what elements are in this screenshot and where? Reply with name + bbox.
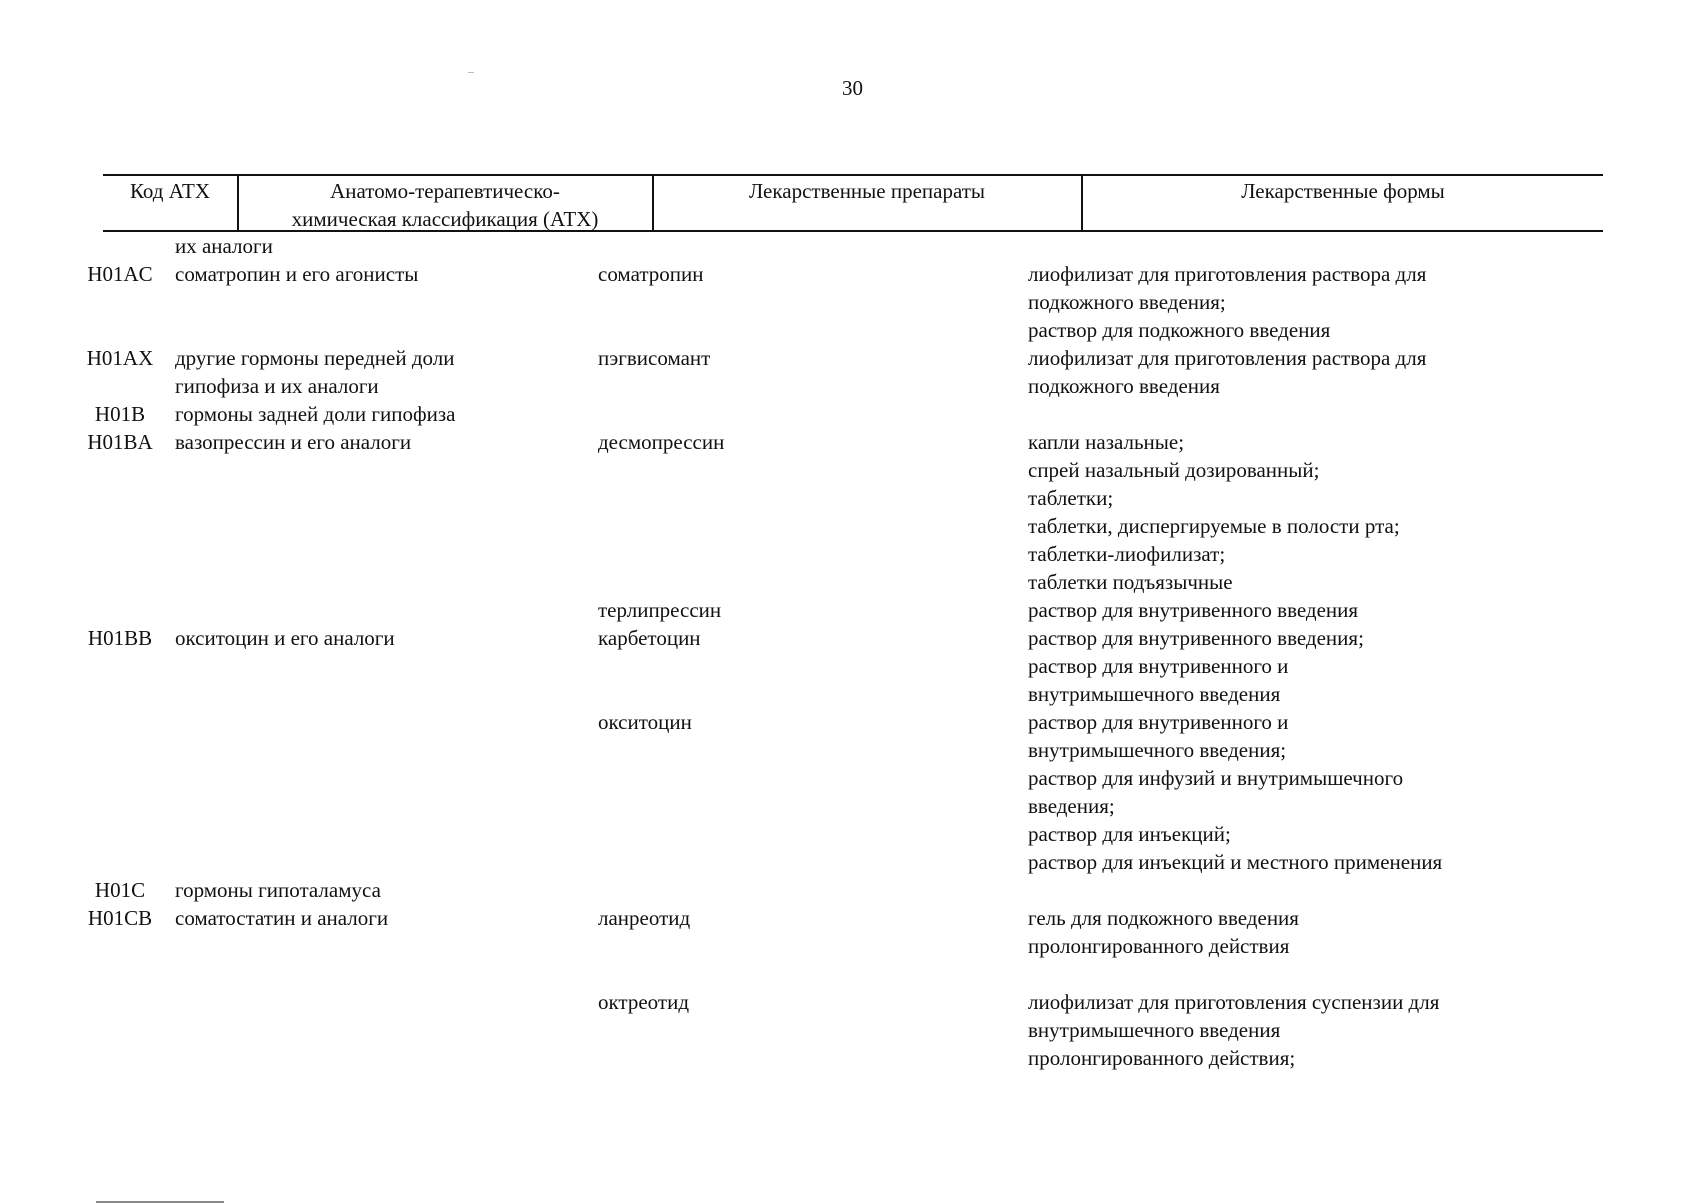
classification-cell-line [175, 680, 587, 708]
classification-cell-line [175, 540, 587, 568]
drug-cell-line [598, 568, 1028, 596]
table-row [0, 232, 1705, 260]
classification-cell-line: гормоны задней доли гипофиза [175, 402, 456, 426]
atc-code: H01CB [87, 906, 153, 930]
classification-cell-line [175, 512, 587, 540]
classification-cell-line [175, 456, 587, 484]
drug-cell [587, 624, 1028, 708]
dosage-form-cell [1028, 708, 1548, 876]
classification-cell-line [175, 568, 587, 596]
table-row [0, 596, 1705, 624]
atc-code-cell [0, 260, 165, 344]
table-top-rule [103, 174, 1603, 176]
atc-code-cell [0, 876, 165, 904]
table-row [0, 876, 1705, 904]
table-row [0, 988, 1705, 1072]
table-row [0, 624, 1705, 708]
dosage-form-cell-line: таблетки-лиофилизат; [1028, 542, 1226, 566]
dosage-form-cell-line: пролонгированного действия; [1028, 1046, 1296, 1070]
dosage-form-cell-line: введения; [1028, 794, 1115, 818]
classification-cell-line [175, 792, 587, 820]
table-body [0, 232, 1705, 1072]
dosage-form-cell-line: внутримышечного введения [1028, 682, 1281, 706]
header-drugs: Лекарственные препараты [748, 179, 986, 203]
classification-cell-line [175, 960, 587, 988]
classification-cell-line: вазопрессин и его аналоги [175, 430, 412, 454]
classification-cell-line [175, 708, 587, 736]
drug-cell-line: окситоцин [598, 710, 692, 734]
atc-code-cell [0, 428, 165, 596]
drug-cell-line [598, 876, 1028, 904]
page-number: 30 [842, 76, 863, 100]
classification-cell [165, 904, 587, 960]
drug-cell [587, 344, 1028, 400]
drug-cell [587, 988, 1028, 1072]
drug-cell-line [598, 960, 1028, 988]
classification-cell [165, 624, 587, 708]
drug-cell [587, 904, 1028, 960]
dosage-form-cell-line: таблетки подъязычные [1028, 570, 1233, 594]
classification-cell-line [175, 1016, 587, 1044]
classification-cell-line [175, 596, 587, 624]
atc-code-cell [0, 344, 165, 400]
drug-cell-line [598, 652, 1028, 680]
atc-code: H01AC [87, 262, 153, 286]
atc-code-cell [0, 988, 165, 1072]
header-code: Код АТХ [129, 179, 211, 203]
classification-cell-line: другие гормоны передней доли [175, 346, 455, 370]
drug-cell-line: карбетоцин [598, 626, 701, 650]
dosage-form-cell-line: раствор для инфузий и внутримышечного [1028, 766, 1404, 790]
drug-cell-line [598, 316, 1028, 344]
drug-cell-line: терлипрессин [598, 598, 722, 622]
dosage-form-cell [1028, 260, 1548, 344]
table-row [0, 344, 1705, 400]
dosage-form-cell-line: внутримышечного введения; [1028, 738, 1287, 762]
dosage-form-cell [1028, 232, 1548, 260]
dosage-form-cell-line: раствор для внутривенного введения [1028, 598, 1359, 622]
dosage-form-cell [1028, 428, 1548, 596]
drug-cell-line [598, 232, 1028, 260]
atc-code-cell [0, 400, 165, 428]
dosage-form-cell-line: капли назальные; [1028, 430, 1185, 454]
drug-cell-line: десмопрессин [598, 430, 725, 454]
classification-cell [165, 344, 587, 400]
classification-cell [165, 428, 587, 596]
classification-cell [165, 232, 587, 260]
classification-cell-line [175, 848, 587, 876]
header-classification-line1: Анатомо-терапевтическо- [330, 179, 560, 203]
classification-cell [165, 400, 587, 428]
drug-cell-line [598, 540, 1028, 568]
classification-cell-line [175, 1044, 587, 1072]
dosage-form-cell-line: спрей назальный дозированный; [1028, 458, 1320, 482]
drug-cell-line [598, 680, 1028, 708]
dosage-form-cell-line [1028, 876, 1548, 904]
classification-cell-line [175, 736, 587, 764]
drug-cell-line [598, 820, 1028, 848]
drug-cell [587, 876, 1028, 904]
classification-cell [165, 708, 587, 876]
classification-cell-line: их аналоги [175, 234, 273, 258]
classification-cell-line [175, 288, 587, 316]
dosage-form-cell-line: раствор для инъекций и местного применения [1028, 850, 1443, 874]
dosage-form-cell [1028, 876, 1548, 904]
classification-cell-line [175, 652, 587, 680]
classification-cell-line: гипофиза и их аналоги [175, 374, 379, 398]
dosage-form-cell-line: лиофилизат для приготовления раствора для [1028, 262, 1427, 286]
classification-cell [165, 876, 587, 904]
drug-cell-line: пэгвисомант [598, 346, 711, 370]
classification-cell [165, 960, 587, 988]
drug-cell-line: соматропин [598, 262, 704, 286]
drug-cell [587, 960, 1028, 988]
table-row [0, 960, 1705, 988]
drug-cell-line [598, 792, 1028, 820]
classification-cell-line [175, 764, 587, 792]
drug-cell-line [598, 1044, 1028, 1072]
scan-speck [468, 72, 474, 73]
dosage-form-cell [1028, 596, 1548, 624]
dosage-form-cell-line [1028, 232, 1548, 260]
dosage-form-cell-line: внутримышечного введения [1028, 1018, 1281, 1042]
atc-code: H01AX [86, 346, 154, 370]
dosage-form-cell [1028, 960, 1548, 988]
drug-cell-line: ланреотид [598, 906, 691, 930]
atc-code: H01BA [87, 430, 153, 454]
dosage-form-cell-line: раствор для подкожного введения [1028, 318, 1331, 342]
drug-cell [587, 708, 1028, 876]
dosage-form-cell [1028, 624, 1548, 708]
drug-cell-line [598, 372, 1028, 400]
classification-cell-line: соматостатин и аналоги [175, 906, 389, 930]
dosage-form-cell-line: таблетки, диспергируемые в полости рта; [1028, 514, 1400, 538]
dosage-form-cell-line [1028, 960, 1548, 988]
atc-code-cell [0, 904, 165, 960]
atc-code-cell [0, 596, 165, 624]
classification-cell-line: соматропин и его агонисты [175, 262, 419, 286]
table-row [0, 400, 1705, 428]
classification-cell [165, 988, 587, 1072]
atc-code: H01BB [87, 626, 153, 650]
header-forms: Лекарственные формы [1241, 179, 1445, 203]
header-divider-1 [237, 174, 239, 232]
classification-cell-line: окситоцин и его аналоги [175, 626, 395, 650]
dosage-form-cell [1028, 988, 1548, 1072]
dosage-form-cell-line: раствор для внутривенного и [1028, 654, 1289, 678]
dosage-form-cell-line: таблетки; [1028, 486, 1114, 510]
drug-cell-line [598, 400, 1028, 428]
dosage-form-cell-line: раствор для внутривенного введения; [1028, 626, 1364, 650]
header-classification-line2: химическая классификация (АТХ) [291, 207, 599, 231]
drug-cell [587, 232, 1028, 260]
atc-code-cell [0, 232, 165, 260]
dosage-form-cell [1028, 344, 1548, 400]
classification-cell-line: гормоны гипоталамуса [175, 878, 381, 902]
dosage-form-cell-line: гель для подкожного введения [1028, 906, 1299, 930]
drug-cell-line [598, 736, 1028, 764]
drug-cell [587, 260, 1028, 344]
drug-cell-line: октреотид [598, 990, 690, 1014]
atc-code-cell [0, 624, 165, 708]
dosage-form-cell-line: подкожного введения; [1028, 290, 1226, 314]
drug-cell-line [598, 288, 1028, 316]
drug-cell-line [598, 848, 1028, 876]
drug-cell [587, 400, 1028, 428]
drug-cell-line [598, 1016, 1028, 1044]
atc-code-cell [0, 708, 165, 876]
classification-cell-line [175, 820, 587, 848]
atc-code-cell [0, 960, 165, 988]
dosage-form-cell [1028, 400, 1548, 428]
classification-cell-line [175, 316, 587, 344]
classification-cell-line [175, 484, 587, 512]
drug-cell-line [598, 484, 1028, 512]
drug-cell-line [598, 456, 1028, 484]
dosage-form-cell-line: подкожного введения [1028, 374, 1220, 398]
dosage-form-cell [1028, 904, 1548, 960]
dosage-form-cell-line: раствор для внутривенного и [1028, 710, 1289, 734]
drug-cell-line [598, 512, 1028, 540]
drug-cell-line [598, 932, 1028, 960]
table-row [0, 428, 1705, 596]
header-classification [240, 177, 650, 233]
dosage-form-cell-line: пролонгированного действия [1028, 934, 1290, 958]
table-row [0, 260, 1705, 344]
atc-code: H01B [94, 402, 146, 426]
drug-cell-line [598, 764, 1028, 792]
dosage-form-cell-line [1028, 400, 1548, 428]
dosage-form-cell-line: раствор для инъекций; [1028, 822, 1231, 846]
drug-cell [587, 428, 1028, 596]
table-row [0, 708, 1705, 876]
dosage-form-cell-line: лиофилизат для приготовления раствора для [1028, 346, 1427, 370]
atc-code: H01C [94, 878, 146, 902]
drug-cell [587, 596, 1028, 624]
table-row [0, 904, 1705, 960]
classification-cell [165, 596, 587, 624]
dosage-form-cell-line: лиофилизат для приготовления суспензии для [1028, 990, 1440, 1014]
classification-cell-line [175, 988, 587, 1016]
classification-cell [165, 260, 587, 344]
classification-cell-line [175, 932, 587, 960]
